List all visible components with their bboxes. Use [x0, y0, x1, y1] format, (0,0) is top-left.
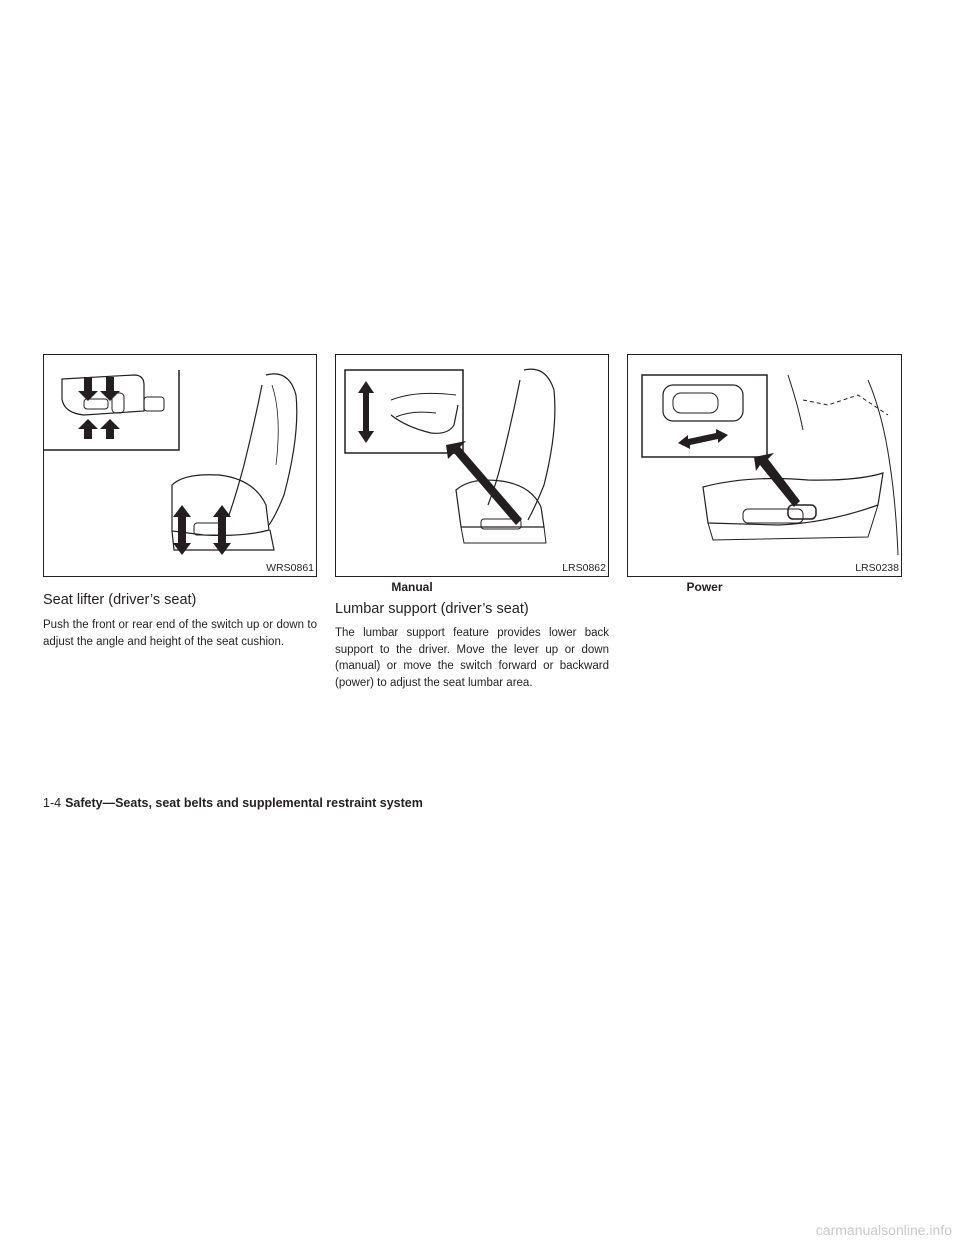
- figure-code: LRS0238: [855, 562, 899, 574]
- figure-lumbar-manual: [335, 354, 609, 577]
- seat-lifter-illustration: [44, 355, 317, 577]
- page-number: 1-4: [43, 796, 62, 810]
- footer-section-title: Safety—Seats, seat belts and supplemental restraint system: [65, 796, 423, 810]
- figure-caption-manual: Manual: [391, 580, 433, 594]
- section-heading-lumbar-support: Lumbar support (driver’s seat): [335, 601, 529, 617]
- figure-caption-power: Power: [686, 580, 723, 594]
- lumbar-power-illustration: [628, 355, 902, 577]
- page-footer: [43, 796, 423, 810]
- figure-lumbar-power: [627, 354, 902, 577]
- watermark: carmanualsonline.info: [815, 1222, 952, 1238]
- section-heading-seat-lifter: Seat lifter (driver’s seat): [43, 592, 197, 608]
- figure-seat-lifter: [43, 354, 317, 577]
- figure-code: WRS0861: [266, 562, 314, 574]
- section-body-lumbar-support: The lumbar support feature provides lower back support to the driver. Move the lever up or down (manual) or move the switch forward or backward (power) to adjust the seat lumbar area.: [335, 627, 609, 689]
- section-body-seat-lifter: Push the front or rear end of the switch up or down to adjust the angle and height of the seat cushion.: [43, 619, 317, 648]
- figure-code: LRS0862: [562, 562, 606, 574]
- lumbar-manual-illustration: [336, 355, 609, 577]
